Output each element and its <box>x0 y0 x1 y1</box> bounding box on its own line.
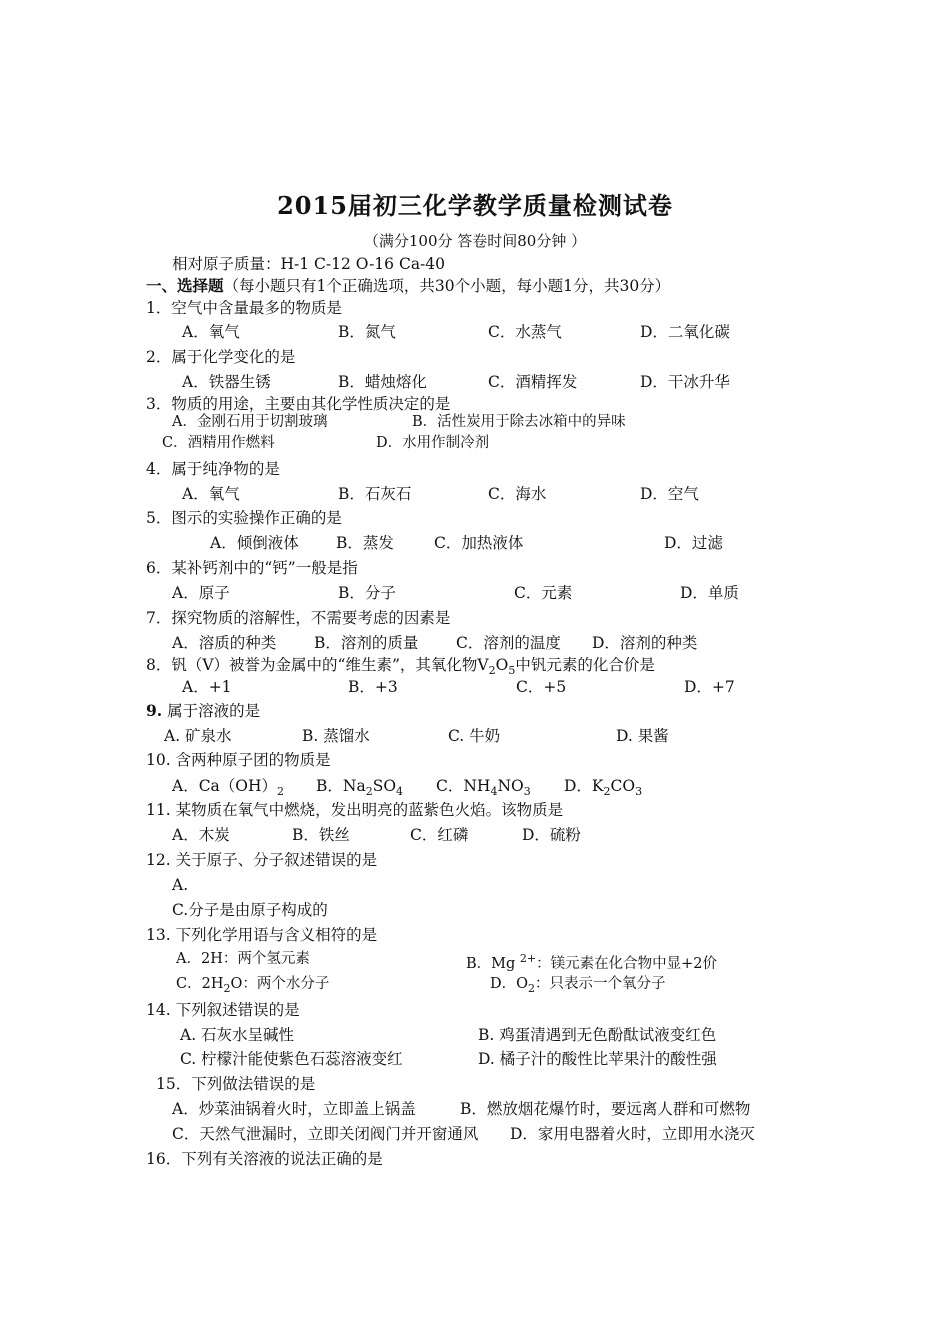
q1-option-a: A．氧气 <box>182 323 240 341</box>
q12-option-c: C.分子是由原子构成的 <box>172 901 328 919</box>
q10-option-c <box>436 776 531 802</box>
question-5-stem: 5．图示的实验操作正确的是 <box>146 509 342 527</box>
q13-c-text: C．2H <box>176 976 224 992</box>
q1-option-b: B．氮气 <box>338 323 396 341</box>
question-1-options <box>0 322 950 342</box>
q14-option-b: B. 鸡蛋清遇到无色酚酞试液变红色 <box>478 1026 717 1044</box>
question-15-stem: 15．下列做法错误的是 <box>156 1075 316 1093</box>
q13-option-b <box>466 949 717 974</box>
q13-option-c <box>176 974 329 999</box>
q9-option-d: D. 果酱 <box>616 727 669 745</box>
q12-option-a: A. <box>172 876 189 894</box>
atomic-masses: 相对原子质量：H-1 C-12 O-16 Ca-40 <box>172 255 446 273</box>
q9-number: 9. <box>146 701 163 720</box>
question-3-options-row1 <box>0 412 950 432</box>
q13-c-subscript: 2 <box>223 981 231 995</box>
q7-option-b: B．溶剂的质量 <box>314 634 419 652</box>
question-13-stem: 13. 下列化学用语与含义相符的是 <box>146 926 378 944</box>
q15-option-d: D．家用电器着火时，立即用水浇灭 <box>510 1125 755 1143</box>
section-label: 一、选择题 <box>146 276 224 295</box>
question-10-options <box>0 776 950 799</box>
q7-option-c: C．溶剂的温度 <box>456 634 561 652</box>
question-1-stem: 1．空气中含量最多的物质是 <box>146 299 342 317</box>
q6-option-d: D．单质 <box>680 584 739 602</box>
q3-option-c: C．酒精用作燃料 <box>162 435 275 451</box>
question-13-options-row2 <box>0 974 950 994</box>
q4-option-c: C．海水 <box>488 485 547 503</box>
q13-d-subscript: 2 <box>528 981 536 995</box>
q10-b-text: SO <box>372 777 397 795</box>
q10-a-subscript: 2 <box>277 785 285 799</box>
question-14-options-row1 <box>0 1025 950 1045</box>
question-15-options-row1 <box>0 1099 950 1119</box>
question-14-options-row2 <box>0 1049 950 1069</box>
q10-c-text: NO <box>497 777 524 795</box>
question-2-stem: 2．属于化学变化的是 <box>146 348 296 366</box>
q13-option-d <box>490 974 666 999</box>
section-note: （每小题只有1个正确选项，共30个小题，每小题1分，共30分） <box>223 277 671 295</box>
q5-option-d: D．过滤 <box>664 534 723 552</box>
question-11-options <box>0 825 950 845</box>
q14-option-d: D. 橘子汁的酸性比苹果汁的酸性强 <box>478 1050 717 1068</box>
q8-option-c: C．+5 <box>516 678 567 696</box>
q3-option-b: B．活性炭用于除去冰箱中的异味 <box>412 414 626 430</box>
question-11-stem: 11. 某物质在氧气中燃烧，发出明亮的蓝紫色火焰。该物质是 <box>146 801 564 819</box>
question-10-stem: 10. 含两种原子团的物质是 <box>146 751 331 769</box>
q6-option-c: C．元素 <box>514 584 573 602</box>
q3-option-d: D．水用作制冷剂 <box>376 435 490 451</box>
question-9-options <box>0 726 950 746</box>
question-4-options <box>0 484 950 504</box>
q8-subscript: 5 <box>508 664 516 678</box>
q10-b-text: B．Na <box>316 777 366 795</box>
q6-option-a: A．原子 <box>172 584 230 602</box>
q9-option-c: C. 牛奶 <box>448 727 501 745</box>
q10-c-text: C．NH <box>436 777 491 795</box>
q13-d-text: D．O <box>490 976 529 992</box>
question-15-options-row2 <box>0 1124 950 1144</box>
q8-option-b: B．+3 <box>348 678 398 696</box>
q8-option-a: A．+1 <box>182 678 232 696</box>
question-4-stem: 4．属于纯净物的是 <box>146 460 280 478</box>
q5-option-c: C．加热液体 <box>434 534 524 552</box>
q8-option-d: D．+7 <box>684 678 735 696</box>
q10-b-subscript: 2 <box>365 785 373 799</box>
q8-stem-part: 8．钒（V）被誉为金属中的“维生素”，其氧化物V <box>146 656 489 674</box>
q4-option-a: A．氧气 <box>182 485 240 503</box>
q10-c-subscript: 4 <box>490 785 498 799</box>
q15-option-b: B．燃放烟花爆竹时，要远离人群和可燃物 <box>460 1100 751 1118</box>
question-6-options <box>0 583 950 603</box>
q10-option-b <box>316 776 403 802</box>
q10-d-text: CO <box>610 777 636 795</box>
q10-option-d <box>564 776 642 802</box>
question-3-options-row2 <box>0 433 950 453</box>
question-9-stem <box>146 701 260 721</box>
q5-option-b: B．蒸发 <box>336 534 394 552</box>
q15-option-a: A．炒菜油锅着火时，立即盖上锅盖 <box>172 1100 416 1118</box>
q14-option-a: A. 石灰水呈碱性 <box>180 1026 295 1044</box>
section-heading <box>146 276 670 296</box>
question-13-options-row1 <box>0 949 950 972</box>
q11-option-b: B．铁丝 <box>292 826 350 844</box>
q15-option-c: C．天然气泄漏时，立即关闭阀门并开窗通风 <box>172 1125 479 1143</box>
q7-option-d: D．溶剂的种类 <box>592 634 698 652</box>
q2-option-a: A．铁器生锈 <box>182 373 271 391</box>
q8-subscript: 2 <box>488 664 496 678</box>
q10-d-subscript: 3 <box>635 785 643 799</box>
q7-option-a: A．溶质的种类 <box>172 634 277 652</box>
q11-option-c: C．红磷 <box>410 826 469 844</box>
q13-b-superscript: 2+ <box>519 952 537 965</box>
q4-option-b: B．石灰石 <box>338 485 412 503</box>
q8-stem-part: O <box>495 656 509 674</box>
q4-option-d: D．空气 <box>640 485 699 503</box>
q9-option-b: B. 蒸馏水 <box>302 727 370 745</box>
q2-option-b: B．蜡烛熔化 <box>338 373 427 391</box>
q3-option-a: A．金刚石用于切割玻璃 <box>172 414 328 430</box>
q13-b-text: B．Mg <box>466 955 520 972</box>
q13-option-a: A．2H：两个氢元素 <box>176 951 310 967</box>
q10-a-text: A．Ca（OH） <box>172 777 278 795</box>
question-7-options <box>0 633 950 653</box>
exam-title: 2015届初三化学教学质量检测试卷 <box>277 191 673 220</box>
q10-d-text: D．K <box>564 777 604 795</box>
q2-option-c: C．酒精挥发 <box>488 373 578 391</box>
q13-b-text: ：镁元素在化合物中显+2价 <box>536 955 717 972</box>
q8-stem-part: 中钒元素的化合价是 <box>515 656 655 674</box>
q10-option-a <box>172 776 284 802</box>
question-16-stem: 16．下列有关溶液的说法正确的是 <box>146 1150 383 1168</box>
question-14-stem: 14. 下列叙述错误的是 <box>146 1001 300 1019</box>
q5-option-a: A．倾倒液体 <box>210 534 299 552</box>
q11-option-d: D．硫粉 <box>522 826 581 844</box>
q1-option-d: D．二氧化碳 <box>640 323 730 341</box>
q9-option-a: A. 矿泉水 <box>164 727 232 745</box>
q1-option-c: C．水蒸气 <box>488 323 562 341</box>
q2-option-d: D．干冰升华 <box>640 373 730 391</box>
q10-b-subscript: 4 <box>396 785 404 799</box>
q13-d-text: ：只表示一个氧分子 <box>535 976 666 992</box>
q9-stem-text: 属于溶液的是 <box>162 702 261 720</box>
q13-c-text: O：两个水分子 <box>230 976 330 992</box>
q6-option-b: B．分子 <box>338 584 396 602</box>
question-8-options <box>0 677 950 697</box>
q11-option-a: A．木炭 <box>172 826 230 844</box>
q10-c-subscript: 3 <box>523 785 531 799</box>
exam-subtitle: （满分100分 答卷时间80分钟 ） <box>363 232 587 250</box>
question-2-options <box>0 372 950 392</box>
question-6-stem: 6．某补钙剂中的“钙”一般是指 <box>146 559 358 577</box>
q14-option-c: C. 柠檬汁能使紫色石蕊溶液变红 <box>180 1050 403 1068</box>
question-7-stem: 7．探究物质的溶解性，不需要考虑的因素是 <box>146 609 451 627</box>
q10-d-subscript: 2 <box>603 785 611 799</box>
question-5-options <box>0 533 950 553</box>
question-12-stem: 12. 关于原子、分子叙述错误的是 <box>146 851 378 869</box>
question-3-stem: 3．物质的用途，主要由其化学性质决定的是 <box>146 395 451 413</box>
